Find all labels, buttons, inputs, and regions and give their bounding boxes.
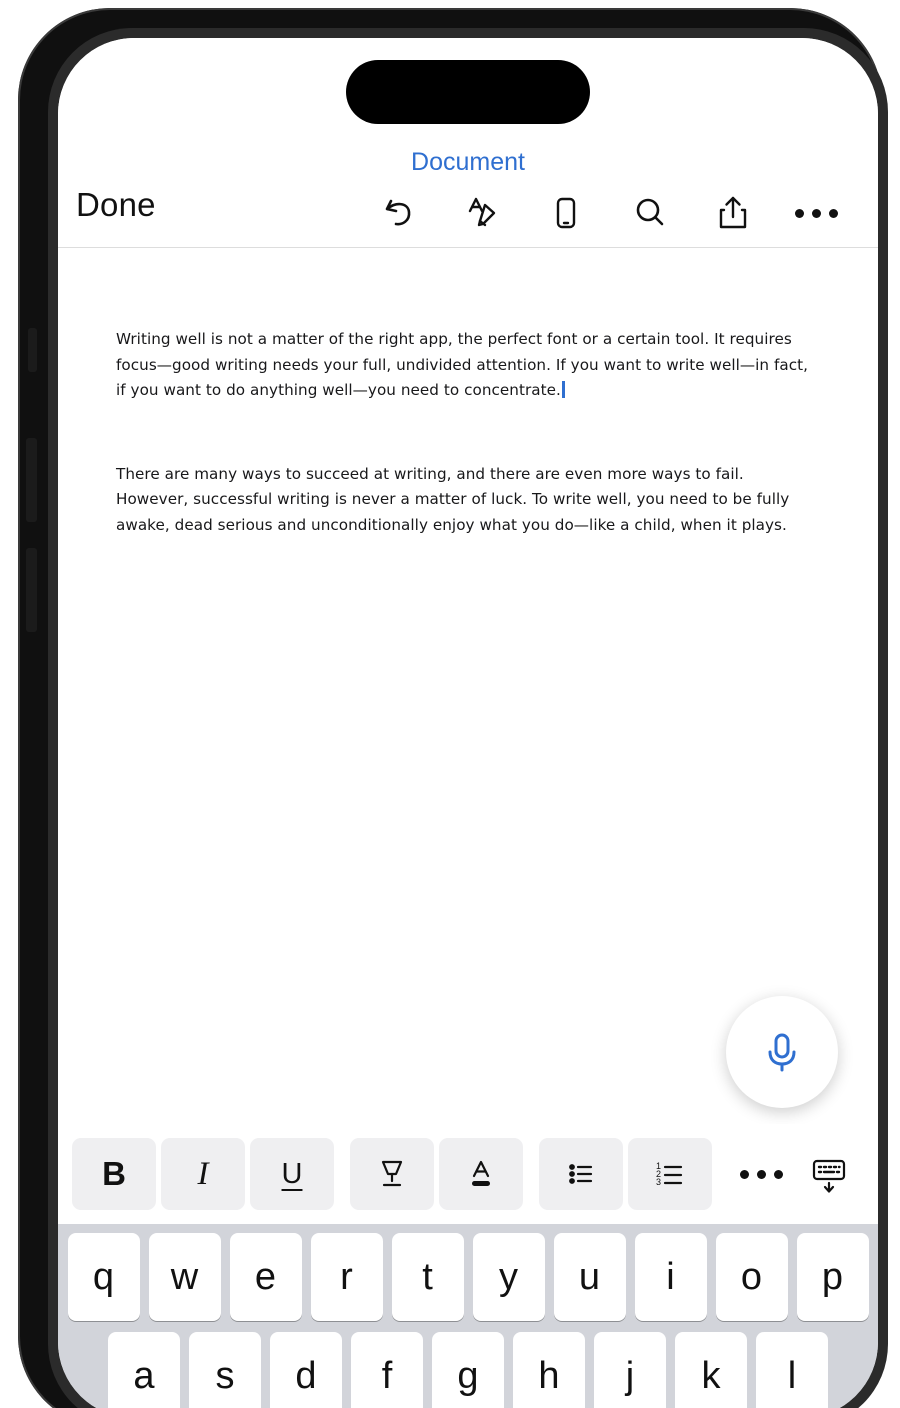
key-s[interactable]: s — [189, 1332, 261, 1408]
markup-pen-icon[interactable] — [441, 180, 524, 246]
key-g[interactable]: g — [432, 1332, 504, 1408]
ellipsis-dots — [740, 1170, 783, 1179]
key-k[interactable]: k — [675, 1332, 747, 1408]
svg-text:1: 1 — [656, 1161, 662, 1171]
text-caret — [562, 381, 565, 398]
format-more-button[interactable] — [728, 1138, 794, 1210]
key-y[interactable]: y — [473, 1233, 545, 1321]
paragraph-text: Writing well is not a matter of the right app, the perfect font or a certain tool. It requires focus—good writing needs your full, undivided attention. If you want to write well—in fact, if you want to do anything well—you need to concentrate. — [116, 330, 809, 399]
text-color-button[interactable] — [439, 1138, 523, 1210]
more-ellipsis-icon[interactable] — [775, 180, 858, 246]
key-t[interactable]: t — [392, 1233, 464, 1321]
undo-icon[interactable] — [358, 180, 441, 246]
volume-down-button[interactable] — [26, 548, 37, 632]
text-style-group — [72, 1138, 334, 1210]
svg-text:2: 2 — [656, 1169, 662, 1179]
page-title: Document — [411, 148, 525, 176]
key-d[interactable]: d — [270, 1332, 342, 1408]
key-p[interactable]: p — [797, 1233, 869, 1321]
key-f[interactable]: f — [351, 1332, 423, 1408]
keyboard-row-2 — [62, 1332, 874, 1408]
key-q[interactable]: q — [68, 1233, 140, 1321]
key-u[interactable]: u — [554, 1233, 626, 1321]
volume-up-button[interactable] — [26, 438, 37, 522]
list-group — [539, 1138, 712, 1210]
search-icon[interactable] — [608, 180, 691, 246]
phone-screen-icon[interactable] — [525, 180, 608, 246]
key-h[interactable]: h — [513, 1332, 585, 1408]
format-toolbar — [58, 1124, 878, 1224]
key-i[interactable]: i — [635, 1233, 707, 1321]
italic-button[interactable]: I — [161, 1138, 245, 1210]
key-j[interactable]: j — [594, 1332, 666, 1408]
key-a[interactable]: a — [108, 1332, 180, 1408]
key-o[interactable]: o — [716, 1233, 788, 1321]
phone-frame — [18, 8, 882, 1408]
dynamic-island — [346, 60, 590, 124]
key-w[interactable]: w — [149, 1233, 221, 1321]
key-r[interactable]: r — [311, 1233, 383, 1321]
phone-screen — [58, 38, 878, 1408]
key-l[interactable]: l — [756, 1332, 828, 1408]
document-canvas[interactable] — [58, 249, 878, 1125]
document-paragraph[interactable] — [116, 327, 820, 404]
document-paragraph[interactable]: There are many ways to succeed at writing, and there are even more ways to fail. However, successful writing is never a matter of luck. To write well, you need to be fully awake, dead serious and unconditionally enjoy what you do—like a child, when it plays. — [116, 464, 790, 534]
share-icon[interactable] — [691, 180, 774, 246]
bulleted-list-button[interactable] — [539, 1138, 623, 1210]
ellipsis-dots — [795, 209, 838, 218]
mute-switch[interactable] — [28, 328, 37, 372]
on-screen-keyboard — [58, 1224, 878, 1408]
numbered-list-button[interactable] — [628, 1138, 712, 1210]
underline-button[interactable]: U — [250, 1138, 334, 1210]
svg-text:3: 3 — [656, 1177, 662, 1187]
key-e[interactable]: e — [230, 1233, 302, 1321]
hide-keyboard-button[interactable] — [794, 1138, 864, 1210]
done-button[interactable]: Done — [76, 186, 156, 223]
color-group — [350, 1138, 523, 1210]
keyboard-row-1 — [62, 1233, 874, 1321]
bold-button[interactable]: B — [72, 1138, 156, 1210]
microphone-button[interactable] — [726, 996, 838, 1108]
navbar-tools — [358, 178, 858, 248]
highlighter-button[interactable] — [350, 1138, 434, 1210]
